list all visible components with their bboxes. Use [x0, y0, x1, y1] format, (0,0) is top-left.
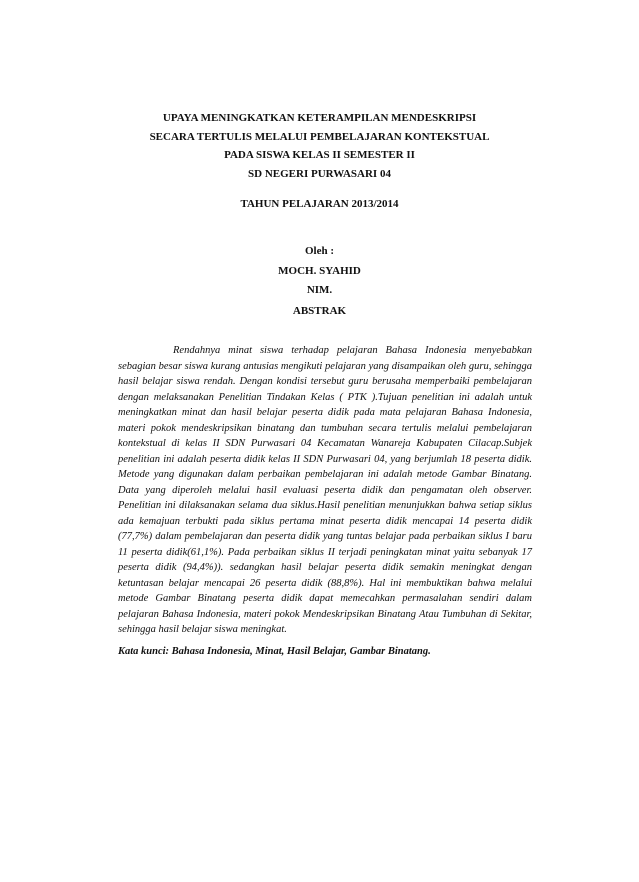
academic-year: TAHUN PELAJARAN 2013/2014	[240, 198, 399, 210]
title-line: SD NEGERI PURWASARI 04	[248, 167, 391, 180]
document-title	[0, 109, 639, 183]
author-nim: NIM.	[306, 284, 333, 296]
author-by-label: Oleh :	[304, 245, 335, 257]
title-line: UPAYA MENINGKATKAN KETERAMPILAN MENDESKRIPSI	[162, 112, 477, 124]
abstract-paragraph: Rendahnya minat siswa terhadap pelajaran Bahasa Indonesia menyebabkan sebagian besar siswa kurang antusias mengikuti pelajaran yang disampaikan oleh guru, sehingga hasil belajar siswa rendah. Dengan kondisi tersebut guru berusaha memperbaiki pembelajaran dengan melaksanakan Penelitian Tindakan Kelas ( PTK ).Tujuan penelitian ini adalah untuk meningkatkan minat dan hasil belajar peserta didik pada mata pelajaran Bahasa Indonesia, materi pokok mendeskripsikan binatang dan tumbuhan secara tertulis melalui pembelajaran kontekstual di kelas II SDN Purwasari 04 Kecamatan Wanareja Kabupaten Cilacap.Subjek penelitian ini adalah peserta didik kelas II SDN Purwasari 04, yang berjumlah 18 peserta didik. Metode yang digunakan dalam perbaikan pembelajaran ini adalah metode Gambar Binatang. Data yang diperoleh melalui hasil evaluasi peserta didik dan pengamatan oleh observer. Penelitian ini dilaksanakan selama dua siklus.Hasil penelitian menunjukkan bahwa setiap siklus ada kemajuan terbukti pada siklus pertama minat peserta didik mencapai 14 peserta didik (77,7%) dalam pembelajaran dan peserta didik yang tuntas belajar pada perbaikan siklus I baru 11 peserta didik(61,1%). Pada perbaikan siklus II terjadi peningkatan minat yaitu sebanyak 17 peserta didik (94,4%)). sedangkan hasil belajar peserta didik semakin meningkat dengan ketuntasan belajar mencapai 26 peserta didik (88,8%). Hal ini membuktikan bahwa melalui metode Gambar Binatang peserta didik dapat memecahkan permasalahan sendiri dalam pelajaran Bahasa Indonesia, materi pokok Mendeskripsikan Binatang Atau Tumbuhan di Sekitar, sehingga hasil belajar siswa meningkat.	[118, 345, 532, 635]
title-line: SECARA TERTULIS MELALUI PEMBELAJARAN KONTEKSTUAL	[149, 130, 490, 143]
abstract-heading: ABSTRAK	[292, 305, 347, 317]
author-block	[0, 242, 639, 301]
keywords: Kata kunci: Bahasa Indonesia, Minat, Hasil Belajar, Gambar Binatang.	[118, 646, 431, 657]
title-line: PADA SISWA KELAS II SEMESTER II	[224, 149, 415, 161]
author-name: MOCH. SYAHID	[278, 264, 361, 277]
